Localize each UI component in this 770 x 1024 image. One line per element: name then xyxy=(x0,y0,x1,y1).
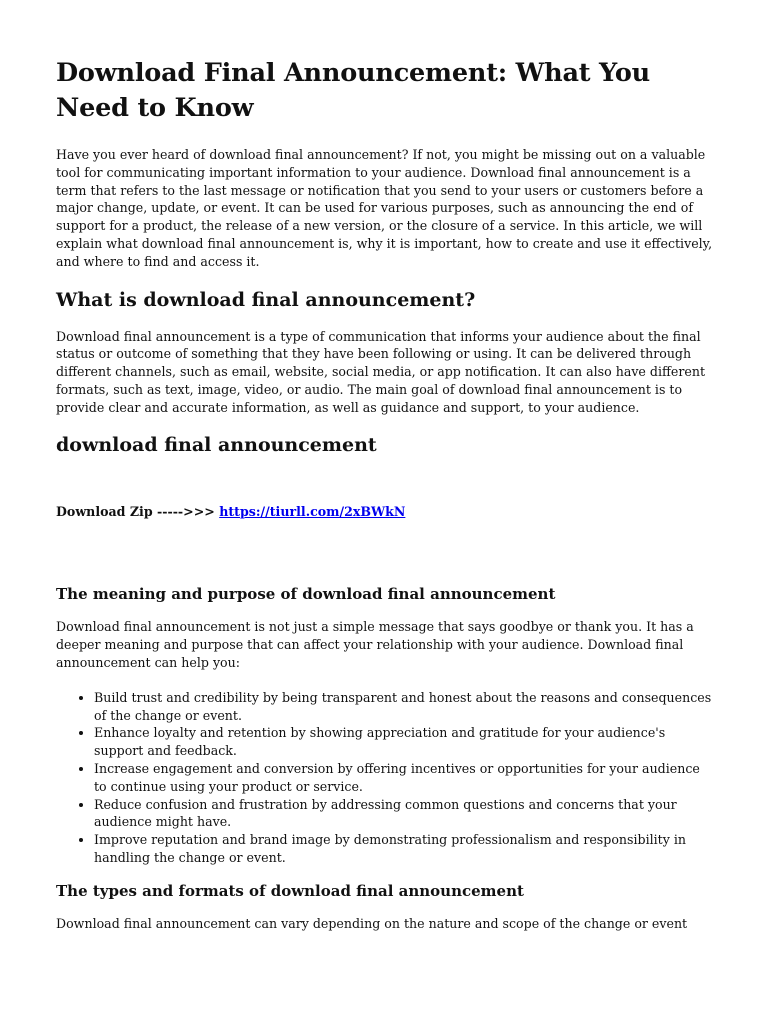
intro-paragraph: Have you ever heard of download final announcement? If not, you might be missing out on a valuable tool for communicating important information to your audience. Download final announcement is a term that refers to the last message or notification that you send to your users or customers before a major change, update, or event. It can be used for various purposes, such as announcing the end of support for a product, the release of a new version, or the closure of a service. In this article, we will explain what download final announcement is, why it is important, how to create and use it effectively, and where to find and access it. xyxy=(56,147,713,269)
section-heading-types: The types and formats of download final announcement xyxy=(56,881,524,900)
download-link[interactable]: https://tiurll.com/2xBWkN xyxy=(219,503,406,519)
download-line xyxy=(56,503,716,521)
document-page xyxy=(56,56,716,933)
section-paragraph-meaning: Download final announcement is not just a simple message that says goodbye or thank you. It has a deeper meaning and purpose that can affect your relationship with your audience. Download final announcement can help you: xyxy=(56,619,694,670)
section-paragraph-what-is: Download final announcement is a type of communication that informs your audience about the final status or outcome of something that they have been following or using. It can be delivered through different channels, such as email, website, social media, or app notification. It can also have different formats, such as text, image, video, or audio. The main goal of download final announcement is to provide clear and accurate information, as well as guidance and support, to your audience. xyxy=(56,328,706,415)
list-item: • Increase engagement and conversion by offering incentives or opportunities for your audience to continue using your product or service. xyxy=(94,760,716,796)
section-paragraph-types: Download final announcement can vary depending on the nature and scope of the change or event xyxy=(56,915,688,931)
section-heading-meaning: The meaning and purpose of download final announcement xyxy=(56,585,556,604)
page-title: Download Final Announcement: What You Need to Know xyxy=(56,58,650,123)
keyword-heading: download final announcement xyxy=(56,433,377,456)
list-item: • Build trust and credibility by being transparent and honest about the reasons and consequences of the change or event. xyxy=(94,689,716,725)
list-item: • Improve reputation and brand image by demonstrating professionalism and responsibility in handling the change or event. xyxy=(94,831,716,867)
section-heading-what-is: What is download final announcement? xyxy=(56,288,476,311)
list-item: • Reduce confusion and frustration by addressing common questions and concerns that your audience might have. xyxy=(94,796,716,832)
benefits-list xyxy=(56,689,716,867)
list-item: • Enhance loyalty and retention by showing appreciation and gratitude for your audience's support and feedback. xyxy=(94,724,716,760)
download-label: Download Zip ----->>> xyxy=(56,503,220,519)
